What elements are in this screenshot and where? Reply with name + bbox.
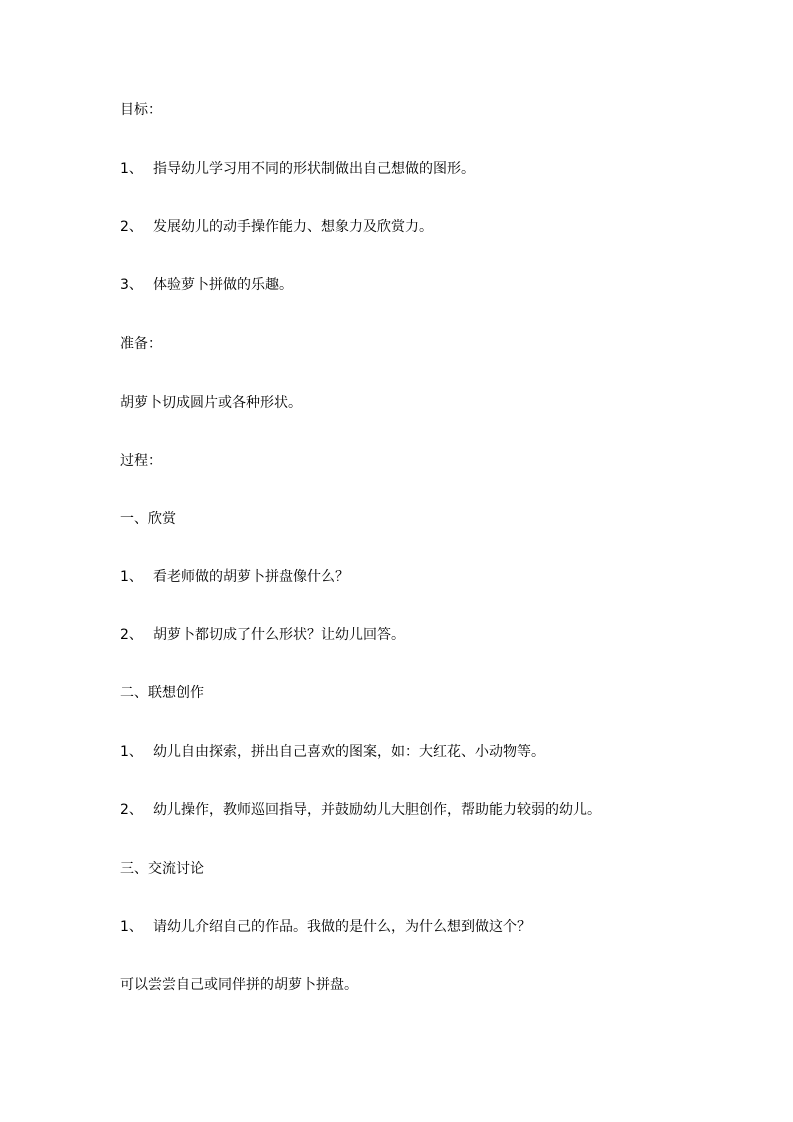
goal-item [120,218,433,236]
section-item-text: 幼儿自由探索，拼出自己喜欢的图案，如：大红花、小动物等。 [153,744,545,760]
section-title: 三、交流讨论 [120,861,204,877]
section-item [120,568,349,586]
prep-text: 胡萝卜切成圆片或各种形状。 [120,395,302,411]
section-item [120,626,405,644]
section-item-text: 看老师做的胡萝卜拼盘像什么？ [153,569,349,585]
goal-item-number: 1、 [120,161,143,177]
section-item-text: 请幼儿介绍自己的作品。我做的是什么，为什么想到做这个？ [153,919,531,935]
process-heading: 过程： [120,453,162,469]
section-item-text: 胡萝卜都切成了什么形状？让幼儿回答。 [153,627,405,643]
goal-item-number: 2、 [120,219,143,235]
closing-text: 可以尝尝自己或同伴拼的胡萝卜拼盘。 [120,977,358,993]
section-item-number: 1、 [120,569,143,585]
goal-item [120,276,293,294]
section-item [120,918,531,936]
goal-item-text: 指导幼儿学习用不同的形状制做出自己想做的图形。 [153,161,475,177]
section-item [120,743,545,761]
goal-item [120,160,475,178]
section-title: 一、欣赏 [120,511,176,527]
prep-heading: 准备： [120,336,162,352]
section-item-number: 2、 [120,627,143,643]
goal-item-text: 体验萝卜拼做的乐趣。 [153,277,293,293]
section-item-number: 2、 [120,802,143,818]
section-item-number: 1、 [120,919,143,935]
section-item-text: 幼儿操作，教师巡回指导，并鼓励幼儿大胆创作，帮助能力较弱的幼儿。 [153,802,601,818]
goal-heading: 目标： [120,102,162,118]
section-item [120,801,601,819]
section-item-number: 1、 [120,744,143,760]
section-title: 二、联想创作 [120,685,204,701]
goal-item-number: 3、 [120,277,143,293]
goal-item-text: 发展幼儿的动手操作能力、想象力及欣赏力。 [153,219,433,235]
